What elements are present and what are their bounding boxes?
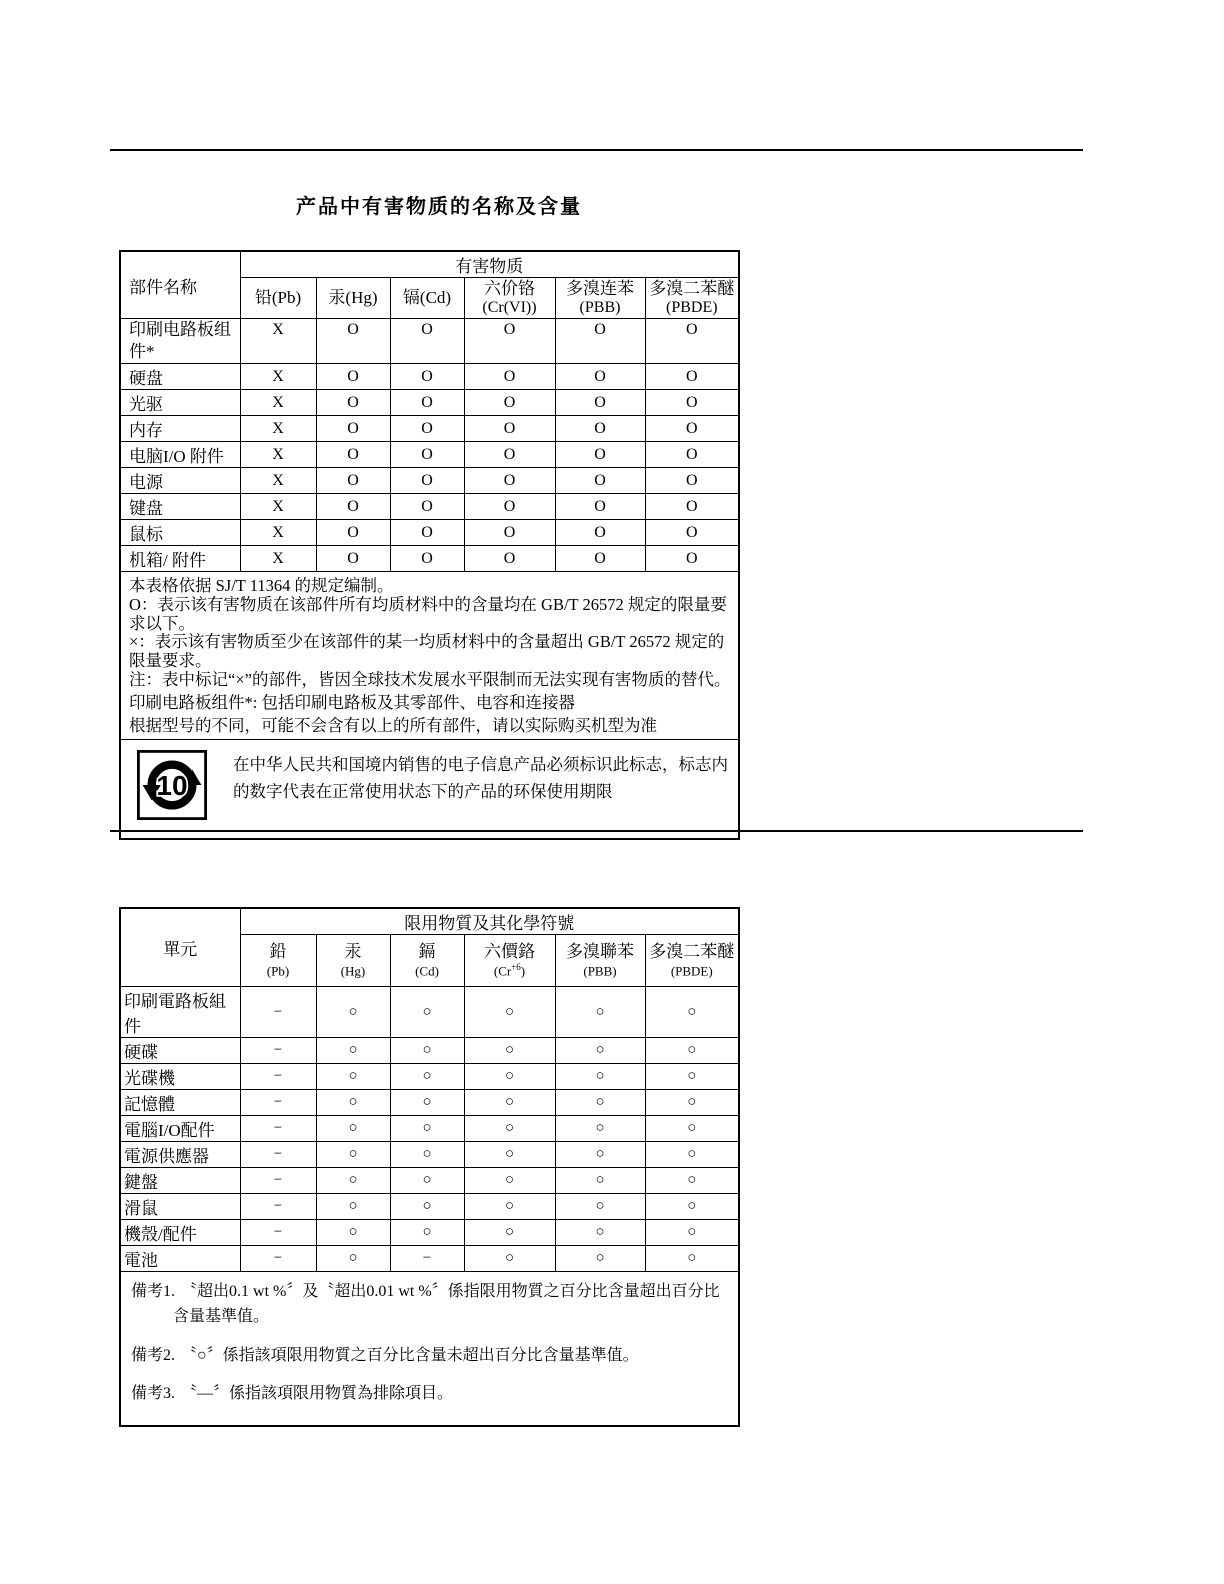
t2-col-hg: 汞 (Hg) bbox=[316, 935, 390, 987]
t1-col-pb: 铅(Pb) bbox=[240, 278, 316, 319]
middle-divider bbox=[110, 830, 1083, 832]
epup-10-icon bbox=[137, 750, 207, 820]
t1-group-header: 有害物质 bbox=[240, 251, 739, 278]
table-row: 光驱 X O O O O O bbox=[120, 390, 739, 416]
t2-col-pbde: 多溴二苯醚 (PBDE) bbox=[645, 935, 739, 987]
t1-col-hg: 汞(Hg) bbox=[316, 278, 390, 319]
t1-corner-header: 部件名称 bbox=[120, 251, 240, 319]
t1-epup-cell bbox=[120, 740, 739, 839]
t1-note-mark: 注：表中标记“×”的部件，皆因全球技术发展水平限制而无法实现有害物质的替代。 bbox=[129, 669, 731, 689]
t1-note-o: O：表示该有害物质在该部件所有均质材料中的含量均在 GB/T 26572 规定的限量要求以下。 bbox=[129, 594, 727, 633]
t2-note-2: 備考2. 〝○〞係指該項限用物質之百分比含量未超出百分比含量基準值。 bbox=[131, 1346, 639, 1364]
table-row: 滑鼠 − ○ ○ ○ ○ ○ bbox=[120, 1194, 739, 1220]
table-row: 电源 X O O O O O bbox=[120, 468, 739, 494]
table-row: 電腦I/O配件 − ○ ○ ○ ○ ○ bbox=[120, 1116, 739, 1142]
svg-text:10: 10 bbox=[156, 770, 188, 802]
t1-col-pbb: 多溴连苯 (PBB) bbox=[555, 278, 645, 319]
t2-col-pb: 鉛 (Pb) bbox=[240, 935, 316, 987]
t1-note-pcb: 印刷电路板组件*: 包括印刷电路板及其零部件、电容和连接器 bbox=[129, 692, 575, 712]
top-divider bbox=[110, 149, 1083, 151]
table-row: 键盘 X O O O O O bbox=[120, 494, 739, 520]
t2-group-header: 限用物質及其化學符號 bbox=[240, 908, 739, 935]
t1-col-cr: 六价铬 (Cr(VI)) bbox=[464, 278, 555, 319]
table-row: 硬盘 X O O O O O bbox=[120, 364, 739, 390]
table-row: 電池 − ○ − ○ ○ ○ bbox=[120, 1246, 739, 1272]
table-row: 机箱/ 附件 X O O O O O bbox=[120, 546, 739, 572]
page-title: 产品中有害物质的名称及含量 bbox=[296, 196, 582, 218]
table-row: 機殼/配件 − ○ ○ ○ ○ ○ bbox=[120, 1220, 739, 1246]
t1-note-x: ×：表示该有害物质至少在该部件的某一均质材料中的含量超出 GB/T 26572 规定的限量要求。 bbox=[129, 632, 725, 671]
t2-corner-header: 單元 bbox=[120, 908, 240, 987]
t2-note-1: 備考1. 〝超出0.1 wt %〞及〝超出0.01 wt %〞係指限用物質之百分比含量超出百分比含量基準值。 bbox=[131, 1283, 720, 1325]
t2-col-cd: 鎘 (Cd) bbox=[390, 935, 464, 987]
t1-col-pbde: 多溴二苯醚 (PBDE) bbox=[645, 278, 739, 319]
t1-note-basis: 本表格依据 SJ/T 11364 的规定编制。 bbox=[129, 576, 394, 595]
table-row: 電源供應器 − ○ ○ ○ ○ ○ bbox=[120, 1142, 739, 1168]
t2-col-cr6: 六價鉻 $(Cr^{+6})$ bbox=[464, 935, 555, 987]
bsmi-table bbox=[119, 907, 740, 1427]
table-row: 内存 X O O O O O bbox=[120, 416, 739, 442]
table-row: 电脑I/O 附件 X O O O O O bbox=[120, 442, 739, 468]
t2-notes bbox=[120, 1272, 739, 1427]
t2-note-3: 備考3. 〝—〞係指該項限用物質為排除項目。 bbox=[131, 1385, 454, 1403]
table-row: 鍵盤 − ○ ○ ○ ○ ○ bbox=[120, 1168, 739, 1194]
t1-col-cd: 镉(Cd) bbox=[390, 278, 464, 319]
china-rohs-table bbox=[119, 250, 740, 840]
table-row: 硬碟 − ○ ○ ○ ○ ○ bbox=[120, 1038, 739, 1064]
table-row: 記憶體 − ○ ○ ○ ○ ○ bbox=[120, 1090, 739, 1116]
table-row: 印刷电路板组件* X O O O O O bbox=[120, 319, 739, 364]
table-row: 光碟機 − ○ ○ ○ ○ ○ bbox=[120, 1064, 739, 1090]
table-row: 印刷電路板組件 − ○ ○ ○ ○ ○ bbox=[120, 987, 739, 1038]
epup-caption: 在中华人民共和国境内销售的电子信息产品必须标识此标志，标志内的数字代表在正常使用状态下的产品的环保使用期限 bbox=[233, 755, 728, 801]
t1-note-model: 根据型号的不同，可能不会含有以上的所有部件，请以实际购买机型为准 bbox=[129, 715, 657, 735]
t2-col-pbb: 多溴聯苯 (PBB) bbox=[555, 935, 645, 987]
table-row: 鼠标 X O O O O O bbox=[120, 520, 739, 546]
t1-notes bbox=[120, 572, 739, 740]
